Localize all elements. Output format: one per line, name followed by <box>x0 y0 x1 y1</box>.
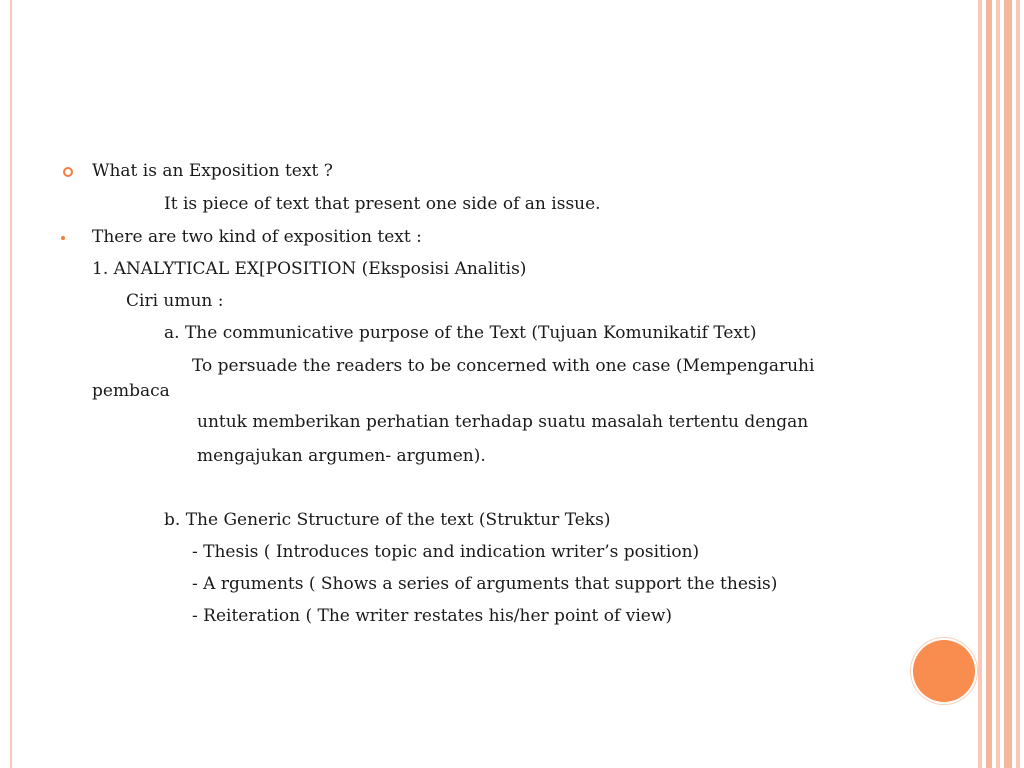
structure-item-reiteration: - Reiteration ( The writer restates his/her point of view) <box>192 606 673 626</box>
question-answer: It is piece of text that present one side of an issue. <box>164 194 601 214</box>
purpose-text-line: mengajukan argumen- argumen). <box>197 446 486 466</box>
structure-heading: b. The Generic Structure of the text (Struktur Teks) <box>164 510 611 530</box>
purpose-text-line: To persuade the readers to be concerned with one case (Mempengaruhi <box>192 356 815 376</box>
right-decorative-stripe <box>978 0 982 768</box>
structure-item-arguments: - A rguments ( Shows a series of arguments that support the thesis) <box>192 574 778 594</box>
characteristics-label: Ciri umun : <box>126 291 224 311</box>
dot-bullet-icon <box>61 236 65 240</box>
orange-circle-decoration <box>913 640 975 702</box>
purpose-heading: a. The communicative purpose of the Text (Tujuan Komunikatif Text) <box>164 323 757 343</box>
ring-bullet-icon <box>63 167 73 177</box>
left-border-rule <box>10 0 12 768</box>
purpose-text-line: untuk memberikan perhatian terhadap suatu masalah tertentu dengan <box>197 412 809 432</box>
right-decorative-stripe <box>986 0 992 768</box>
right-decorative-stripe <box>1016 0 1020 768</box>
structure-item-thesis: - Thesis ( Introduces topic and indication writer’s position) <box>192 542 700 562</box>
analytical-exposition-title: 1. ANALYTICAL EX[POSITION (Eksposisi Analitis) <box>92 259 527 279</box>
question-heading: What is an Exposition text ? <box>92 161 333 181</box>
purpose-text-line: pembaca <box>92 381 170 401</box>
right-decorative-stripe <box>1004 0 1012 768</box>
right-decorative-stripe <box>996 0 1000 768</box>
kinds-intro: There are two kind of exposition text : <box>92 227 422 247</box>
